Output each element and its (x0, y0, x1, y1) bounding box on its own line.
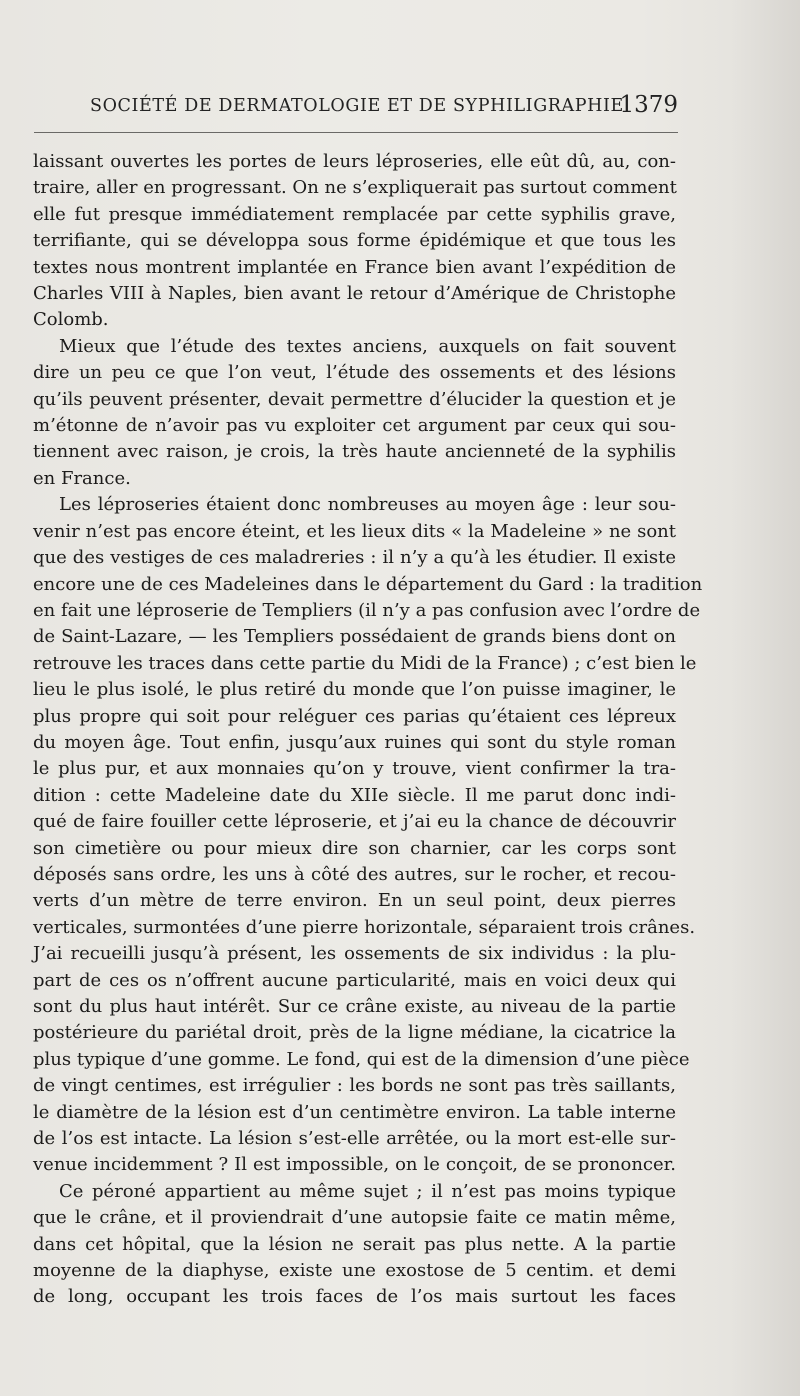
header-rule (34, 132, 678, 133)
text-line: dire un peu ce que l’on veut, l’étude des ossements et des lésions (33, 362, 676, 384)
text-line: qué de faire fouiller cette léproserie, et j’ai eu la chance de découvrir (33, 811, 676, 833)
text-line: sont du plus haut intérêt. Sur ce crâne existe, au niveau de la partie (33, 996, 676, 1017)
text-line: laissant ouvertes les portes de leurs léproseries, elle eût dû, au, con- (33, 151, 676, 172)
text-line: elle fut presque immédiatement remplacée par cette syphilis grave, (33, 203, 676, 225)
text-line: déposés sans ordre, les uns à côté des autres, sur le rocher, et recou- (33, 863, 676, 885)
text-line: postérieure du pariétal droit, près de la ligne médiane, la cicatrice la (33, 1022, 676, 1044)
text-line: encore une de ces Madeleines dans le département du Gard : la tradition (33, 573, 703, 595)
text-line: dans cet hôpital, que la lésion ne serait pas plus nette. A la partie (33, 1233, 676, 1255)
scan-shadow (730, 0, 800, 1396)
text-line: tiennent avec raison, je crois, la très haute ancienneté de la syphilis (33, 441, 676, 463)
running-head (90, 92, 678, 122)
text-line: Colomb. (33, 309, 109, 331)
text-line: du moyen âge. Tout enfin, jusqu’aux ruines qui sont du style roman (33, 731, 676, 753)
text-line: Ce péroné appartient au même sujet ; il n’est pas moins typique (59, 1180, 676, 1202)
text-line: plus propre qui soit pour reléguer ces parias qu’étaient ces lépreux (33, 705, 676, 727)
text-line: verticales, surmontées d’une pierre horizontale, séparaient trois crânes. (33, 916, 696, 938)
text-line: textes nous montrent implantée en France bien avant l’expédition de (33, 256, 676, 278)
text-line: plus typique d’une gomme. Le fond, qui est de la dimension d’une pièce (33, 1048, 690, 1070)
text-line: que le crâne, et il proviendrait d’une autopsie faite ce matin même, (33, 1207, 676, 1229)
text-line: part de ces os n’offrent aucune particularité, mais en voici deux qui (33, 969, 676, 991)
text-line: Les léproseries étaient donc nombreuses au moyen âge : leur sou- (59, 494, 676, 516)
text-line: de vingt centimes, est irrégulier : les bords ne sont pas très saillants, (33, 1075, 676, 1097)
text-line: de long, occupant les trois faces de l’os mais surtout les faces (33, 1286, 676, 1308)
text-line: en France. (33, 467, 131, 489)
text-line: terrifiante, qui se développa sous forme épidémique et que tous les (33, 230, 676, 252)
text-line: en fait une léproserie de Templiers (il n’y a pas confusion avec l’ordre de (33, 599, 701, 621)
text-line: Charles VIII à Naples, bien avant le retour d’Amérique de Christophe (33, 283, 676, 305)
running-title: SOCIÉTÉ DE DERMATOLOGIE ET DE SYPHILIGRAPHIE (90, 96, 624, 116)
text-line: dition : cette Madeleine date du XIIe siècle. Il me parut donc indi- (33, 784, 676, 806)
text-line: de l’os est intacte. La lésion s’est-elle arrêtée, ou la mort est-elle sur- (33, 1128, 676, 1150)
text-line: que des vestiges de ces maladreries : il n’y a qu’à les étudier. Il existe (33, 547, 676, 569)
text-line: son cimetière ou pour mieux dire son charnier, car les corps sont (33, 837, 676, 859)
text-line: le plus pur, et aux monnaies qu’on y trouve, vient confirmer la tra- (33, 758, 676, 780)
page-number: 1379 (619, 92, 678, 118)
text-line: venue incidemment ? Il est impossible, on le conçoit, de se prononcer. (33, 1154, 676, 1176)
text-line: lieu le plus isolé, le plus retiré du monde que l’on puisse imaginer, le (33, 679, 676, 701)
text-line: venir n’est pas encore éteint, et les lieux dits « la Madeleine » ne sont (33, 520, 676, 542)
body-text (33, 149, 703, 1311)
text-line: moyenne de la diaphyse, existe une exostose de 5 centim. et demi (33, 1260, 676, 1282)
text-line: verts d’un mètre de terre environ. En un seul point, deux pierres (33, 890, 676, 912)
text-line: traire, aller en progressant. On ne s’expliquerait pas surtout comment (33, 177, 677, 199)
text-line: m’étonne de n’avoir pas vu exploiter cet argument par ceux qui sou- (33, 415, 676, 437)
text-line: qu’ils peuvent présenter, devait permettre d’élucider la question et je (33, 388, 676, 410)
text-line: le diamètre de la lésion est d’un centimètre environ. La table interne (33, 1101, 676, 1123)
text-line: J’ai recueilli jusqu’à présent, les ossements de six individus : la plu- (33, 943, 676, 965)
text-line: retrouve les traces dans cette partie du Midi de la France) ; c’est bien le (33, 652, 697, 674)
text-line: de Saint-Lazare, — les Templiers possédaient de grands biens dont on (33, 626, 676, 648)
text-line: Mieux que l’étude des textes anciens, auxquels on fait souvent (59, 335, 676, 357)
